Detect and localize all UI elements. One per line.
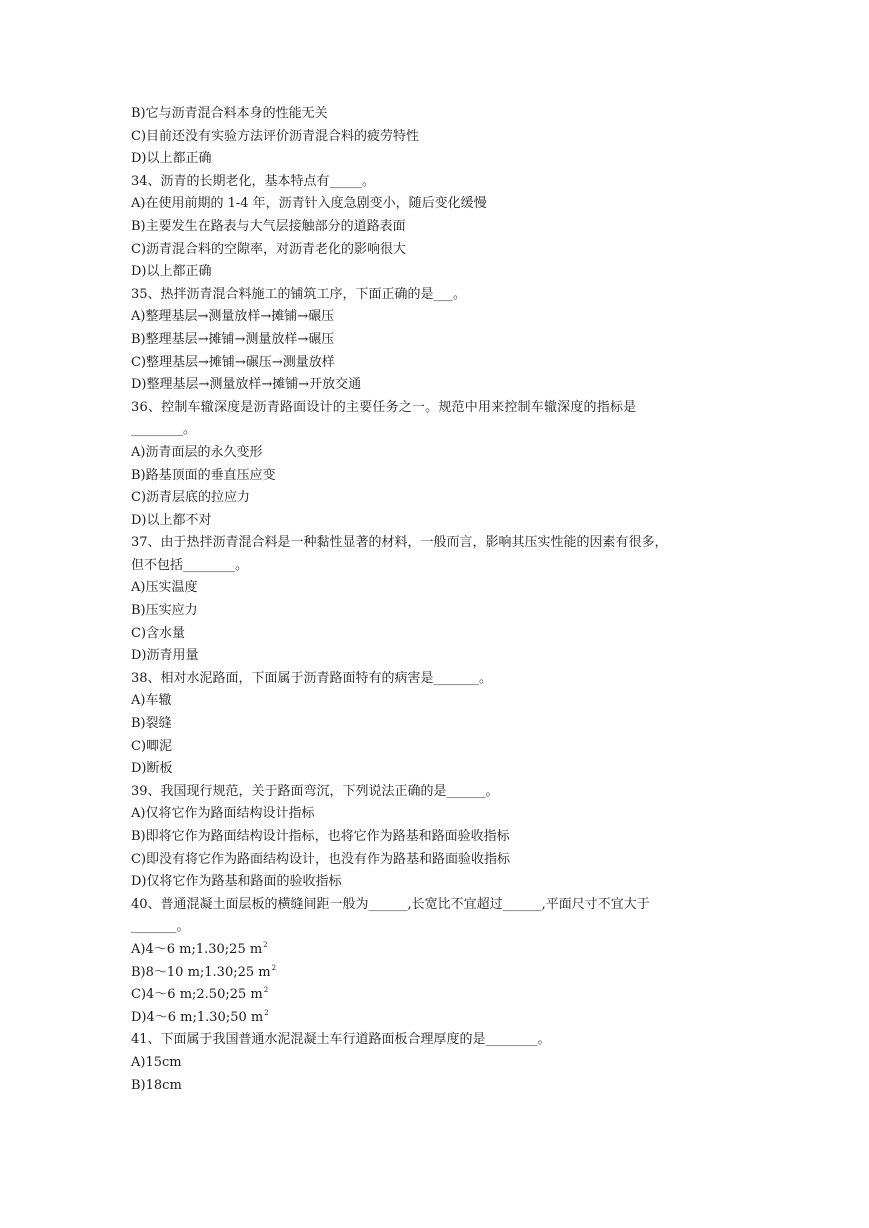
- area-option: D)4～6 m;1.30;50 $m^2$: [131, 1008, 269, 1025]
- text-line: B)主要发生在路表与大气层接触部分的道路表面: [131, 218, 406, 234]
- text-line: D)以上都正确: [131, 151, 212, 167]
- text-line: C)沥青混合料的空隙率，对沥青老化的影响很大: [131, 241, 407, 257]
- area-option: A)4～6 m;1.30;25 $m^2$: [131, 940, 268, 957]
- question-35: 35、热拌沥青混合料施工的铺筑工序，下面正确的是___。: [131, 286, 467, 302]
- text-line: A)在使用前期的 1-4 年，沥青针入度急剧变小，随后变化缓慢: [131, 196, 487, 212]
- area-option: C)4～6 m;2.50;25 $m^2$: [131, 986, 269, 1003]
- text-line: ________。: [131, 422, 197, 438]
- text-line: A)整理基层→测量放样→摊铺→碾压: [131, 309, 335, 325]
- text-line: A)压实温度: [131, 580, 198, 596]
- text-line: D)仅将它作为路基和路面的验收指标: [131, 874, 342, 890]
- text-line: C)即没有将它作为路面结构设计，也没有作为路基和路面验收指标: [131, 851, 511, 867]
- text-line: C)沥青层底的拉应力: [131, 490, 251, 506]
- question-41: 41、下面属于我国普通水泥混凝土车行道路面板合理厚度的是________。: [131, 1032, 551, 1048]
- question-36: 36、控制车辙深度是沥青路面设计的主要任务之一。规范中用来控制车辙深度的指标是: [131, 399, 637, 415]
- text-line: D)断板: [131, 761, 173, 777]
- text-line: 但不包括________。: [131, 557, 249, 573]
- question-39: 39、我国现行规范，关于路面弯沉，下列说法正确的是______。: [131, 783, 499, 799]
- text-line: B)路基顶面的垂直压应变: [131, 467, 276, 483]
- text-line: D)以上都正确: [131, 264, 212, 280]
- text-line: B)18cm: [131, 1077, 182, 1093]
- text-line: A)车辙: [131, 693, 172, 709]
- question-37: 37、由于热拌沥青混合料是一种黏性显著的材料，一般而言，影响其压实性能的因素有很多，: [131, 535, 668, 551]
- text-line: D)以上都不对: [131, 512, 212, 528]
- text-line: B)它与沥青混合料本身的性能无关: [131, 106, 328, 121]
- question-34: 34、沥青的长期老化，基本特点有_____。: [131, 173, 376, 189]
- document-page: [131, 103, 746, 1097]
- text-line: D)整理基层→测量放样→摊铺→开放交通: [131, 377, 362, 393]
- text-line: A)仅将它作为路面结构设计指标: [131, 806, 315, 822]
- text-line: B)即将它作为路面结构设计指标，也将它作为路基和路面验收指标: [131, 829, 510, 844]
- text-line: B)压实应力: [131, 603, 198, 619]
- area-option: B)8～10 m;1.30;25 $m^2$: [131, 963, 277, 980]
- text-line: C)唧泥: [131, 738, 173, 754]
- text-line: A)15cm: [131, 1054, 182, 1070]
- question-38: 38、相对水泥路面，下面属于沥青路面特有的病害是_______。: [131, 670, 493, 686]
- text-line: B)整理基层→摊铺→测量放样→碾压: [131, 331, 335, 347]
- text-line: C)含水量: [131, 625, 186, 641]
- text-line: _______。: [131, 919, 190, 935]
- question-40: 40、普通混凝土面层板的横缝间距一般为______,长宽比不宜超过______,平面尺寸不宜大于: [131, 896, 650, 912]
- text-line: B)裂缝: [131, 716, 172, 732]
- text-line: D)沥青用量: [131, 648, 199, 664]
- text-line: A)沥青面层的永久变形: [131, 444, 263, 460]
- text-line: C)整理基层→摊铺→碾压→测量放样: [131, 354, 335, 370]
- text-line: C)目前还没有实验方法评价沥青混合料的疲劳特性: [131, 128, 420, 144]
